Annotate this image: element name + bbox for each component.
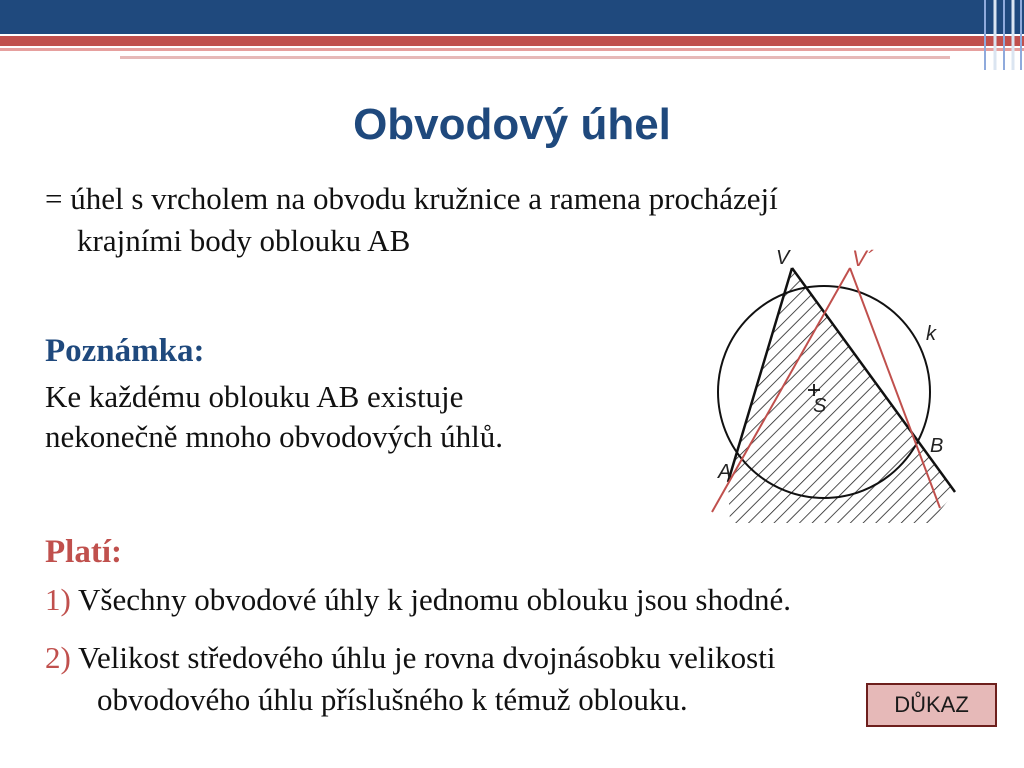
proof-button[interactable]: DŮKAZ	[866, 683, 997, 727]
rule-2	[45, 637, 775, 721]
label-k: k	[926, 323, 936, 345]
label-s: S	[813, 395, 827, 417]
label-v-prime: V´	[852, 246, 874, 271]
note-heading: Poznámka:	[45, 333, 205, 369]
definition-line-1: = úhel s vrcholem na obvodu kružnice a ramena procházejí	[45, 181, 778, 216]
rule-1	[45, 582, 791, 618]
slide-title: Obvodový úhel	[353, 100, 671, 149]
header-decoration	[0, 0, 1024, 80]
note-body	[45, 377, 665, 457]
rule-2-number: 2)	[45, 640, 71, 675]
rule-1-number: 1)	[45, 582, 71, 617]
label-a: A	[718, 461, 732, 483]
rules-heading: Platí:	[45, 534, 122, 570]
label-b: B	[930, 435, 944, 457]
label-v: V	[776, 247, 790, 269]
rule-2-line-1	[45, 637, 775, 679]
rule-2-text-line-1: Velikost středového úhlu je rovna dvojnásobku velikosti	[70, 640, 776, 675]
definition-line-2: krajními body oblouku AB	[77, 223, 411, 258]
rule-1-text: Všechny obvodové úhly k jednomu oblouku jsou shodné.	[70, 582, 791, 617]
note-line-2: nekonečně mnoho obvodových úhlů.	[45, 419, 504, 454]
rule-2-text-line-2: obvodového úhlu příslušného k témuž oblouku.	[97, 682, 688, 717]
note-line-1: Ke každému oblouku AB existuje	[45, 379, 464, 414]
inscribed-angle-figure	[700, 240, 1000, 530]
